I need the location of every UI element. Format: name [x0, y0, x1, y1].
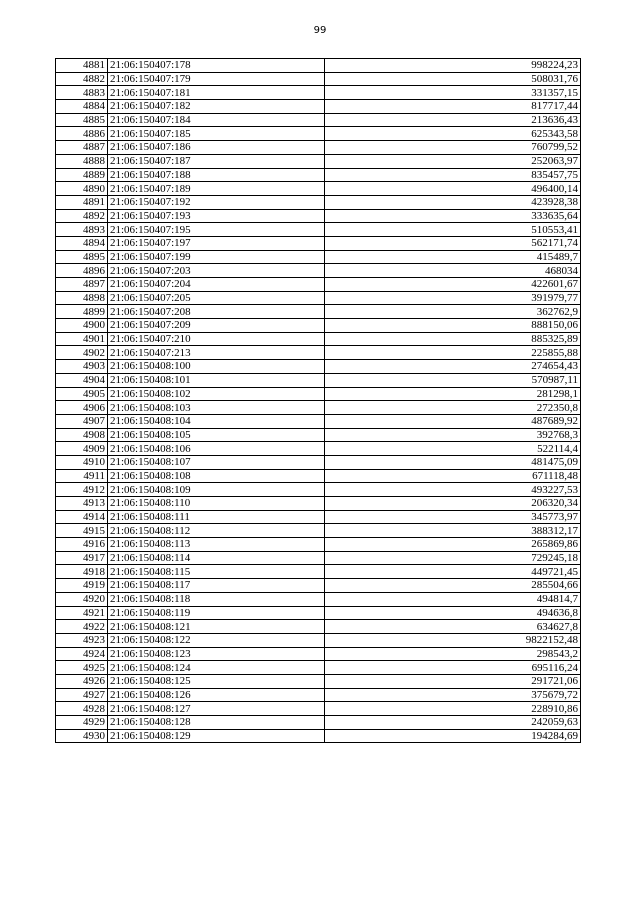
row-number-cell: 4881: [56, 59, 108, 73]
row-number-cell: 4906: [56, 401, 108, 415]
cadastral-value-cell: 291721,06: [325, 674, 581, 688]
cadastral-number-cell: 21:06:150408:121: [108, 620, 325, 634]
cadastral-value-cell: 242059,63: [325, 716, 581, 730]
cadastral-number-cell: 21:06:150407:203: [108, 264, 325, 278]
cadastral-number-cell: 21:06:150408:113: [108, 538, 325, 552]
table-row: [56, 154, 581, 168]
row-number-cell: 4914: [56, 510, 108, 524]
cadastral-number-cell: 21:06:150408:117: [108, 579, 325, 593]
table-row: [56, 236, 581, 250]
cadastral-value-cell: 817717,44: [325, 100, 581, 114]
table-row: [56, 428, 581, 442]
cadastral-number-cell: 21:06:150408:100: [108, 360, 325, 374]
row-number-cell: 4925: [56, 661, 108, 675]
table-row: [56, 332, 581, 346]
row-number-cell: 4892: [56, 209, 108, 223]
table-row: [56, 113, 581, 127]
cadastral-value-cell: 625343,58: [325, 127, 581, 141]
row-number-cell: 4898: [56, 291, 108, 305]
table-row: [56, 72, 581, 86]
table-row: [56, 59, 581, 73]
cadastral-number-cell: 21:06:150407:204: [108, 278, 325, 292]
table-row: [56, 305, 581, 319]
row-number-cell: 4920: [56, 592, 108, 606]
cadastral-value-cell: 508031,76: [325, 72, 581, 86]
cadastral-value-cell: 885325,89: [325, 332, 581, 346]
table-row: [56, 100, 581, 114]
table-row: [56, 250, 581, 264]
row-number-cell: 4919: [56, 579, 108, 593]
table-row: [56, 510, 581, 524]
table-row: [56, 606, 581, 620]
cadastral-value-cell: 285504,66: [325, 579, 581, 593]
cadastral-number-cell: 21:06:150408:128: [108, 716, 325, 730]
cadastral-value-cell: 468034: [325, 264, 581, 278]
table-row: [56, 387, 581, 401]
cadastral-number-cell: 21:06:150408:103: [108, 401, 325, 415]
cadastral-number-cell: 21:06:150407:205: [108, 291, 325, 305]
row-number-cell: 4918: [56, 565, 108, 579]
row-number-cell: 4903: [56, 360, 108, 374]
row-number-cell: 4897: [56, 278, 108, 292]
table-row: [56, 702, 581, 716]
table-row: [56, 195, 581, 209]
table-row: [56, 674, 581, 688]
table-row: [56, 716, 581, 730]
cadastral-value-cell: 729245,18: [325, 551, 581, 565]
cadastral-number-cell: 21:06:150408:101: [108, 373, 325, 387]
table-row: [56, 483, 581, 497]
table-row: [56, 168, 581, 182]
table-row: [56, 442, 581, 456]
table-row: [56, 223, 581, 237]
table-row: [56, 455, 581, 469]
table-row: [56, 688, 581, 702]
cadastral-number-cell: 21:06:150407:213: [108, 346, 325, 360]
row-number-cell: 4896: [56, 264, 108, 278]
table-body: [56, 59, 581, 743]
cadastral-value-cell: 375679,72: [325, 688, 581, 702]
cadastral-number-cell: 21:06:150407:209: [108, 319, 325, 333]
cadastral-value-cell: 423928,38: [325, 195, 581, 209]
cadastral-value-cell: 225855,88: [325, 346, 581, 360]
row-number-cell: 4904: [56, 373, 108, 387]
row-number-cell: 4923: [56, 633, 108, 647]
row-number-cell: 4927: [56, 688, 108, 702]
cadastral-value-cell: 9822152,48: [325, 633, 581, 647]
row-number-cell: 4910: [56, 455, 108, 469]
row-number-cell: 4900: [56, 319, 108, 333]
table-row: [56, 633, 581, 647]
cadastral-number-cell: 21:06:150407:179: [108, 72, 325, 86]
cadastral-number-cell: 21:06:150408:106: [108, 442, 325, 456]
cadastral-number-cell: 21:06:150408:126: [108, 688, 325, 702]
row-number-cell: 4890: [56, 182, 108, 196]
row-number-cell: 4912: [56, 483, 108, 497]
row-number-cell: 4882: [56, 72, 108, 86]
table-row: [56, 182, 581, 196]
row-number-cell: 4930: [56, 729, 108, 743]
cadastral-number-cell: 21:06:150408:104: [108, 414, 325, 428]
cadastral-value-cell: 194284,69: [325, 729, 581, 743]
cadastral-number-cell: 21:06:150408:122: [108, 633, 325, 647]
cadastral-value-cell: 634627,8: [325, 620, 581, 634]
cadastral-number-cell: 21:06:150408:115: [108, 565, 325, 579]
row-number-cell: 4916: [56, 538, 108, 552]
row-number-cell: 4907: [56, 414, 108, 428]
table-row: [56, 141, 581, 155]
cadastral-number-cell: 21:06:150408:111: [108, 510, 325, 524]
row-number-cell: 4917: [56, 551, 108, 565]
cadastral-value-cell: 392768,3: [325, 428, 581, 442]
cadastral-number-cell: 21:06:150407:193: [108, 209, 325, 223]
row-number-cell: 4922: [56, 620, 108, 634]
cadastral-number-cell: 21:06:150407:189: [108, 182, 325, 196]
table-row: [56, 86, 581, 100]
cadastral-value-cell: 494636,8: [325, 606, 581, 620]
table-row: [56, 414, 581, 428]
table-row: [56, 319, 581, 333]
table-row: [56, 661, 581, 675]
cadastral-value-cell: 449721,45: [325, 565, 581, 579]
row-number-cell: 4908: [56, 428, 108, 442]
table-row: [56, 592, 581, 606]
page-number: 99: [313, 25, 327, 36]
cadastral-value-cell: 333635,64: [325, 209, 581, 223]
cadastral-value-cell: 998224,23: [325, 59, 581, 73]
cadastral-value-cell: 487689,92: [325, 414, 581, 428]
table-row: [56, 620, 581, 634]
cadastral-value-cell: 298543,2: [325, 647, 581, 661]
row-number-cell: 4885: [56, 113, 108, 127]
cadastral-number-cell: 21:06:150408:107: [108, 455, 325, 469]
cadastral-number-cell: 21:06:150408:118: [108, 592, 325, 606]
cadastral-value-cell: 415489,7: [325, 250, 581, 264]
table-row: [56, 647, 581, 661]
table-row: [56, 729, 581, 743]
cadastral-value-cell: 206320,34: [325, 497, 581, 511]
cadastral-number-cell: 21:06:150407:185: [108, 127, 325, 141]
cadastral-value-cell: 281298,1: [325, 387, 581, 401]
table-row: [56, 579, 581, 593]
table-row: [56, 209, 581, 223]
row-number-cell: 4929: [56, 716, 108, 730]
table-row: [56, 127, 581, 141]
row-number-cell: 4905: [56, 387, 108, 401]
cadastral-value-cell: 510553,41: [325, 223, 581, 237]
row-number-cell: 4899: [56, 305, 108, 319]
cadastral-number-cell: 21:06:150407:186: [108, 141, 325, 155]
table-row: [56, 538, 581, 552]
row-number-cell: 4921: [56, 606, 108, 620]
row-number-cell: 4909: [56, 442, 108, 456]
row-number-cell: 4893: [56, 223, 108, 237]
cadastral-number-cell: 21:06:150407:182: [108, 100, 325, 114]
row-number-cell: 4894: [56, 236, 108, 250]
cadastral-number-cell: 21:06:150407:188: [108, 168, 325, 182]
row-number-cell: 4913: [56, 497, 108, 511]
cadastral-number-cell: 21:06:150408:105: [108, 428, 325, 442]
cadastral-number-cell: 21:06:150408:124: [108, 661, 325, 675]
cadastral-number-cell: 21:06:150407:195: [108, 223, 325, 237]
cadastral-number-cell: 21:06:150407:199: [108, 250, 325, 264]
cadastral-number-cell: 21:06:150407:178: [108, 59, 325, 73]
cadastral-value-cell: 272350,8: [325, 401, 581, 415]
cadastral-number-cell: 21:06:150408:123: [108, 647, 325, 661]
cadastral-number-cell: 21:06:150408:102: [108, 387, 325, 401]
table-row: [56, 551, 581, 565]
table-row: [56, 278, 581, 292]
cadastral-number-cell: 21:06:150407:197: [108, 236, 325, 250]
row-number-cell: 4887: [56, 141, 108, 155]
cadastral-value-cell: 496400,14: [325, 182, 581, 196]
cadastral-value-cell: 331357,15: [325, 86, 581, 100]
row-number-cell: 4911: [56, 469, 108, 483]
table-row: [56, 469, 581, 483]
cadastral-number-cell: 21:06:150408:129: [108, 729, 325, 743]
row-number-cell: 4928: [56, 702, 108, 716]
cadastral-value-cell: 265869,86: [325, 538, 581, 552]
cadastral-value-cell: 695116,24: [325, 661, 581, 675]
table-row: [56, 264, 581, 278]
row-number-cell: 4883: [56, 86, 108, 100]
row-number-cell: 4888: [56, 154, 108, 168]
cadastral-number-cell: 21:06:150408:127: [108, 702, 325, 716]
cadastral-number-cell: 21:06:150407:192: [108, 195, 325, 209]
cadastral-value-cell: 835457,75: [325, 168, 581, 182]
cadastral-value-cell: 252063,97: [325, 154, 581, 168]
cadastral-number-cell: 21:06:150407:184: [108, 113, 325, 127]
cadastral-value-cell: 391979,77: [325, 291, 581, 305]
cadastral-value-cell: 494814,7: [325, 592, 581, 606]
cadastral-value-cell: 422601,67: [325, 278, 581, 292]
table-row: [56, 565, 581, 579]
table-row: [56, 524, 581, 538]
row-number-cell: 4902: [56, 346, 108, 360]
row-number-cell: 4889: [56, 168, 108, 182]
row-number-cell: 4891: [56, 195, 108, 209]
cadastral-value-cell: 345773,97: [325, 510, 581, 524]
cadastral-number-cell: 21:06:150407:187: [108, 154, 325, 168]
cadastral-value-cell: 760799,52: [325, 141, 581, 155]
cadastral-value-cell: 888150,06: [325, 319, 581, 333]
table-row: [56, 373, 581, 387]
cadastral-value-cell: 213636,43: [325, 113, 581, 127]
row-number-cell: 4895: [56, 250, 108, 264]
row-number-cell: 4886: [56, 127, 108, 141]
cadastral-number-cell: 21:06:150408:119: [108, 606, 325, 620]
cadastral-value-cell: 671118,48: [325, 469, 581, 483]
cadastral-value-cell: 570987,11: [325, 373, 581, 387]
table-row: [56, 360, 581, 374]
cadastral-value-cell: 362762,9: [325, 305, 581, 319]
cadastral-number-cell: 21:06:150408:110: [108, 497, 325, 511]
cadastral-value-cell: 228910,86: [325, 702, 581, 716]
cadastral-number-cell: 21:06:150407:208: [108, 305, 325, 319]
row-number-cell: 4926: [56, 674, 108, 688]
cadastral-number-cell: 21:06:150408:114: [108, 551, 325, 565]
cadastral-number-cell: 21:06:150408:112: [108, 524, 325, 538]
cadastral-number-cell: 21:06:150408:108: [108, 469, 325, 483]
cadastral-value-cell: 562171,74: [325, 236, 581, 250]
cadastral-value-cell: 522114,4: [325, 442, 581, 456]
cadastral-number-cell: 21:06:150408:109: [108, 483, 325, 497]
table-row: [56, 291, 581, 305]
cadastral-value-cell: 274654,43: [325, 360, 581, 374]
cadastral-number-cell: 21:06:150407:181: [108, 86, 325, 100]
row-number-cell: 4884: [56, 100, 108, 114]
row-number-cell: 4924: [56, 647, 108, 661]
cadastral-number-cell: 21:06:150408:125: [108, 674, 325, 688]
table-row: [56, 497, 581, 511]
cadastral-value-cell: 388312,17: [325, 524, 581, 538]
table-row: [56, 401, 581, 415]
cadastral-number-cell: 21:06:150407:210: [108, 332, 325, 346]
row-number-cell: 4915: [56, 524, 108, 538]
cadastral-value-cell: 493227,53: [325, 483, 581, 497]
table-row: [56, 346, 581, 360]
cadastral-value-table: [55, 58, 581, 743]
row-number-cell: 4901: [56, 332, 108, 346]
cadastral-value-cell: 481475,09: [325, 455, 581, 469]
